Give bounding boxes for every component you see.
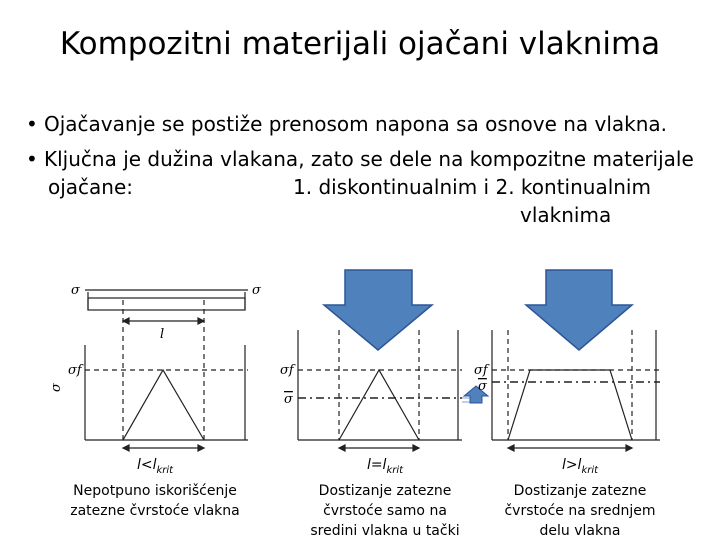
panel-1-base-arrow xyxy=(123,445,204,451)
panel-2-sigma-f: σf xyxy=(280,363,294,378)
bullet-2-vlaknima: vlaknima xyxy=(520,203,612,227)
panel-1-sigma-f: σf xyxy=(68,363,82,378)
panel-1-sigma-right: σ xyxy=(252,283,261,298)
panel-2-sigma-bar: σ xyxy=(284,392,293,407)
bullet-2-text: Ključna je dužina vlakana, zato se dele na kompozitne materijale xyxy=(44,147,694,171)
panel-2-caption-line2: čvrstoće samo na xyxy=(323,502,447,519)
panel-3-down-arrow-icon xyxy=(526,270,632,350)
bullet-1-text: Ojačavanje se postiže prenosom napona sa osnove na vlakna. xyxy=(44,112,668,136)
panel-1-caption xyxy=(40,455,270,521)
bullet-2-types: 1. diskontinualnim i 2. kontinualnim xyxy=(293,175,651,199)
panel-1-caption-line2: zatezne čvrstoće vlakna xyxy=(70,502,240,519)
panel-1-sigma-left: σ xyxy=(71,283,80,298)
panel-3-sigma-f: σf xyxy=(474,363,488,378)
panel-3-caption xyxy=(480,455,680,541)
panel-1-sigma-axis: σ xyxy=(49,383,64,392)
panel-2-base-arrow xyxy=(339,445,419,451)
panel-2-down-arrow-icon xyxy=(324,270,432,350)
panel-2-caption-line1: Dostizanje zatezne xyxy=(318,482,452,499)
panel-3-caption-line3: delu vlakna xyxy=(539,522,621,539)
slide-title: Kompozitni materijali ojačani vlaknima xyxy=(59,26,661,62)
panel-2-caption-line3: sredini vlakna u tački xyxy=(310,522,460,539)
panel-3-caption-line1: Dostizanje zatezne xyxy=(513,482,647,499)
panel-3-sigma-bar: σ xyxy=(478,379,487,394)
panel-2-length-condition: $l=l_{krit}$ xyxy=(366,457,404,476)
bullet-dot-icon: • xyxy=(26,147,38,171)
panel-1-length-condition: $l<l_{krit}$ xyxy=(136,457,174,476)
bullet-2-ojacane: ojačane: xyxy=(48,175,134,199)
panel-3-length-condition: $l>l_{krit}$ xyxy=(561,457,599,476)
panel-1-fiber-sketch xyxy=(85,290,248,440)
bullet-dot-icon: • xyxy=(26,112,38,136)
panel-3-base-arrow xyxy=(508,445,632,451)
panel-1-length-label: l xyxy=(160,327,165,342)
panel-1-caption-line1: Nepotpuno iskorišćenje xyxy=(73,482,237,499)
panel-3-caption-line2: čvrstoće na srednjem xyxy=(504,502,656,519)
panel-2-caption xyxy=(285,455,485,541)
